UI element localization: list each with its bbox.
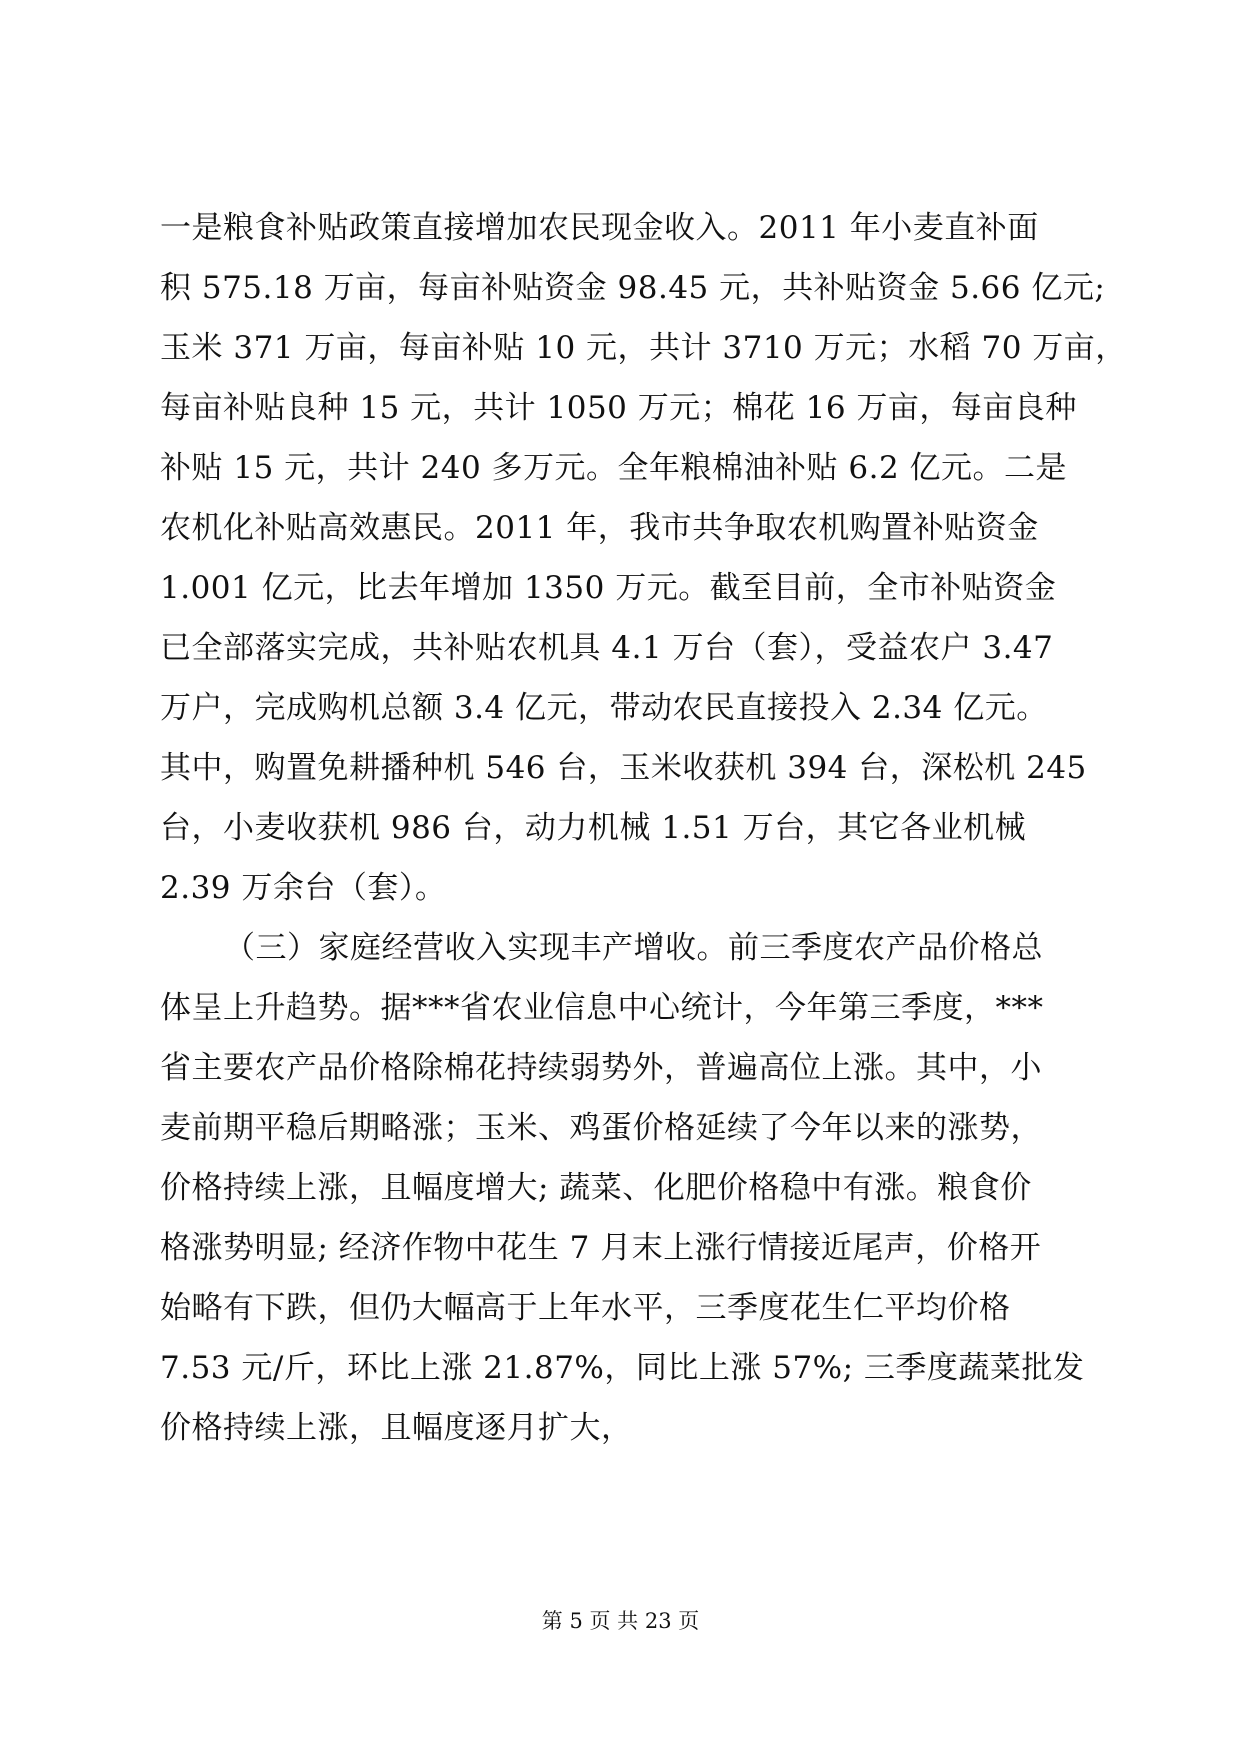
text-line: 玉米 371 万亩，每亩补贴 10 元，共计 3710 万元；水稻 70 万亩， [160, 330, 1127, 366]
text-line: 2.39 万余台（套）。 [160, 870, 447, 906]
text-line: 补贴 15 元，共计 240 多万元。全年粮棉油补贴 6.2 亿元。二是 [160, 450, 1068, 486]
text-line: 体呈上升趋势。据***省农业信息中心统计，今年第三季度，*** [160, 990, 1044, 1026]
text-line: 7.53 元/斤，环比上涨 21.87%，同比上涨 57%; 三季度蔬菜批发 [160, 1350, 1085, 1386]
text-line: 价格持续上涨，且幅度逐月扩大， [160, 1410, 633, 1446]
text-line: 积 575.18 万亩，每亩补贴资金 98.45 元，共补贴资金 5.66 亿元; [160, 270, 1106, 306]
text-line: 台，小麦收获机 986 台，动力机械 1.51 万台，其它各业机械 [160, 810, 1027, 846]
text-line: 始略有下跌，但仍大幅高于上年水平，三季度花生仁平均价格 [160, 1290, 1011, 1326]
text-line: 1.001 亿元，比去年增加 1350 万元。截至目前，全市补贴资金 [160, 570, 1057, 606]
page-number-footer: 第 5 页 共 23 页 [541, 1609, 700, 1633]
text-line: 格涨势明显; 经济作物中花生 7 月末上涨行情接近尾声，价格开 [160, 1230, 1042, 1266]
text-line: 省主要农产品价格除棉花持续弱势外，普遍高位上涨。其中，小 [160, 1050, 1042, 1086]
text-line: 每亩补贴良种 15 元，共计 1050 万元；棉花 16 万亩，每亩良种 [160, 390, 1077, 426]
text-line: 已全部落实完成，共补贴农机具 4.1 万台（套），受益农户 3.47 [160, 630, 1054, 666]
text-line: 一是粮食补贴政策直接增加农民现金收入。2011 年小麦直补面 [160, 210, 1039, 246]
paragraph-heading-line: （三）家庭经营收入实现丰产增收。前三季度农产品价格总 [224, 930, 1043, 966]
text-line: 农机化补贴高效惠民。2011 年，我市共争取农机购置补贴资金 [160, 510, 1039, 546]
text-line: 价格持续上涨，且幅度增大; 蔬菜、化肥价格稳中有涨。粮食价 [160, 1170, 1032, 1206]
text-line: 其中，购置免耕播种机 546 台，玉米收获机 394 台，深松机 245 [160, 750, 1087, 786]
text-line: 麦前期平稳后期略涨；玉米、鸡蛋价格延续了今年以来的涨势， [160, 1110, 1042, 1146]
text-line: 万户，完成购机总额 3.4 亿元，带动农民直接投入 2.34 亿元。 [160, 690, 1048, 726]
